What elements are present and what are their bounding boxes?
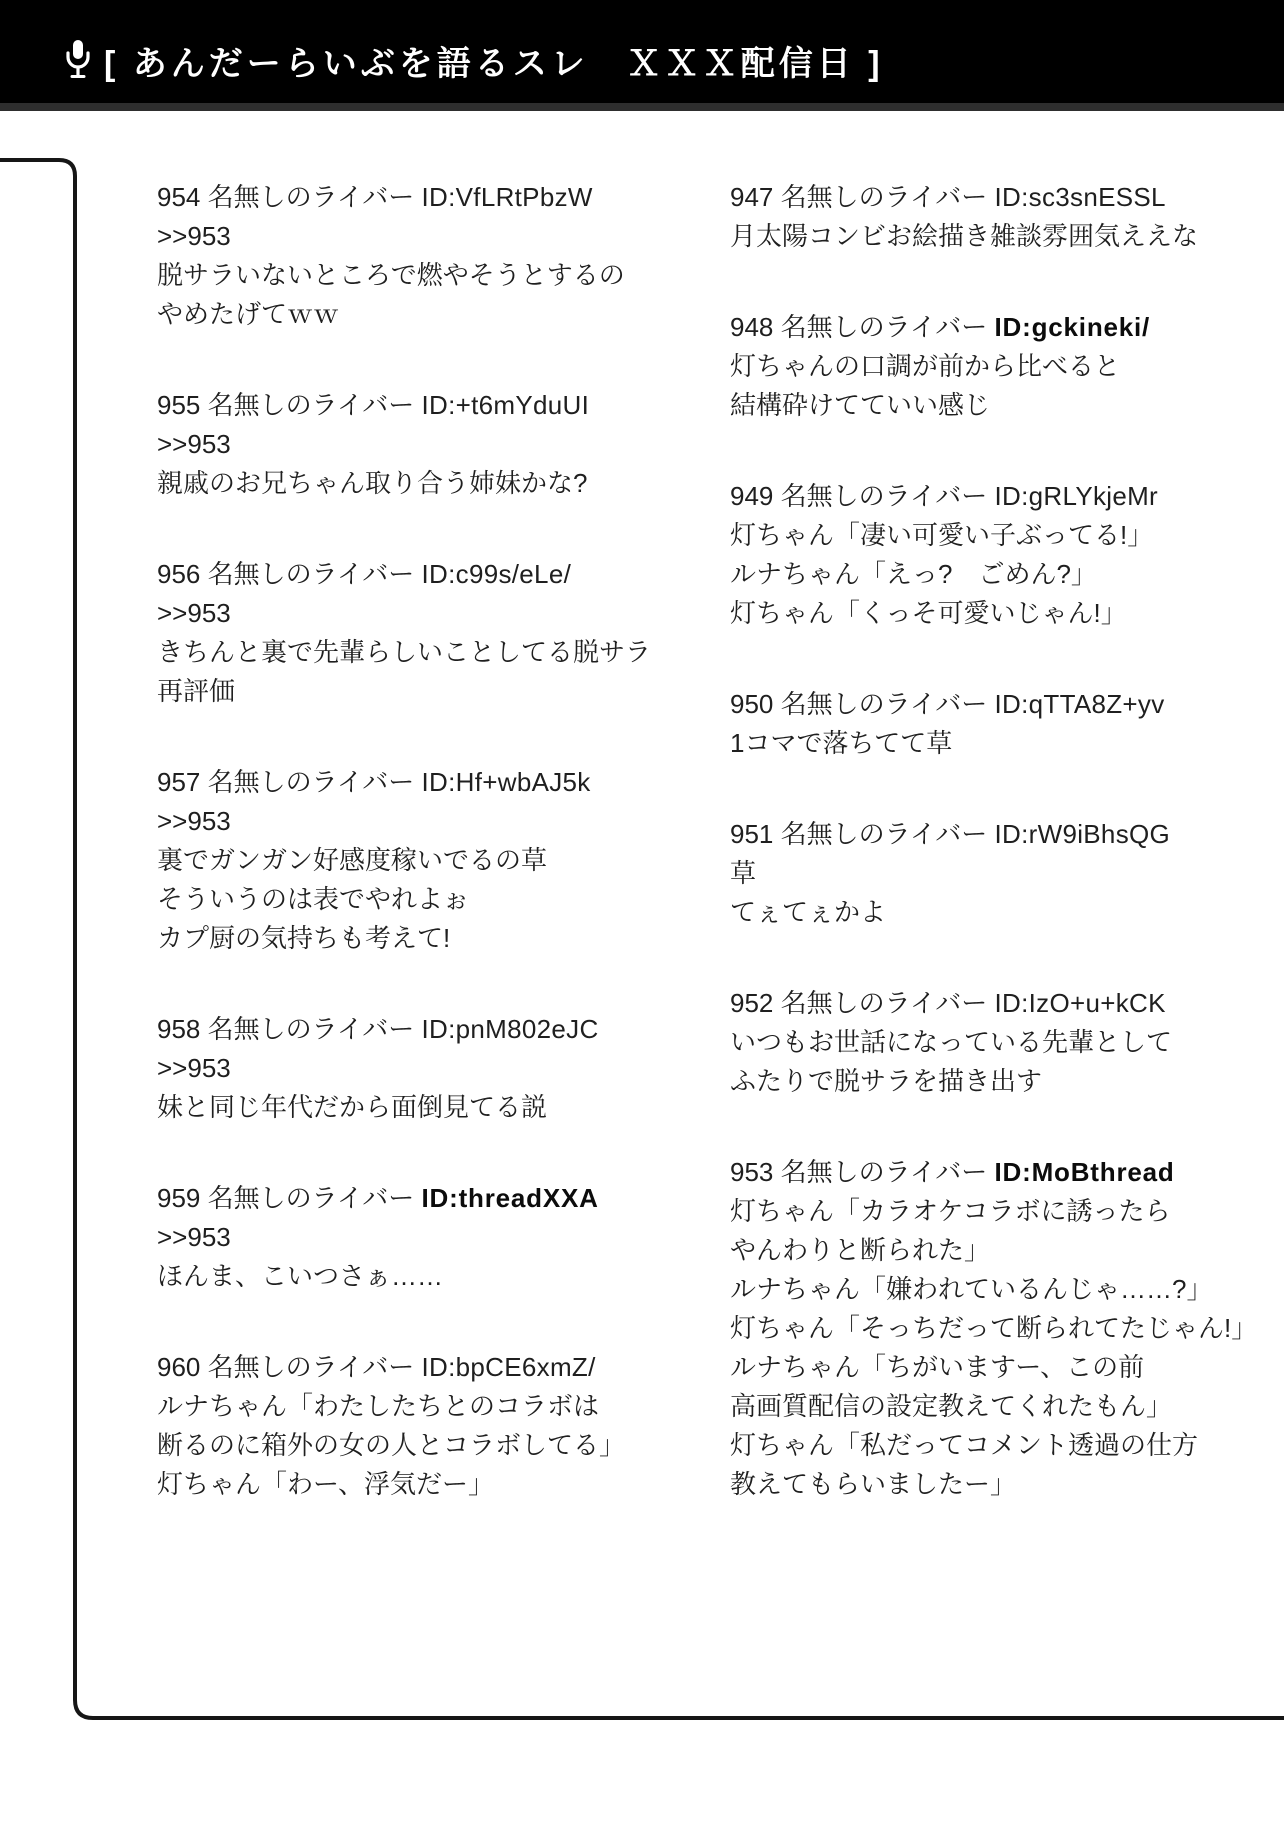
post-line: 灯ちゃん「私だってコメント透過の仕方 bbox=[730, 1430, 1199, 1460]
post-959 bbox=[157, 1179, 677, 1296]
thread-title-bar-strip bbox=[0, 103, 1284, 111]
post-reply-anchor: >>953 bbox=[157, 429, 231, 459]
post-line: 灯ちゃんの口調が前から比べると bbox=[730, 351, 1121, 381]
post-line: 草 bbox=[730, 858, 757, 888]
post-number-author: 951 名無しのライバー bbox=[730, 819, 995, 849]
post-955 bbox=[157, 386, 677, 503]
post-line: 結構砕けてていい感じ bbox=[730, 390, 991, 420]
post-line: ルナちゃん「嫌われているんじゃ……?」 bbox=[730, 1274, 1213, 1304]
post-number-author: 960 名無しのライバー bbox=[157, 1352, 422, 1382]
post-number-author: 959 名無しのライバー bbox=[157, 1183, 422, 1213]
post-header bbox=[157, 178, 677, 217]
post-line: 断るのに箱外の女の人とコラボしてる」 bbox=[157, 1430, 626, 1460]
post-id: ID:Hf+wbAJ5k bbox=[421, 767, 591, 797]
post-line: やめたげてｗｗ bbox=[157, 299, 340, 329]
post-number-author: 956 名無しのライバー bbox=[157, 559, 422, 589]
post-header bbox=[157, 1010, 677, 1049]
post-header bbox=[157, 1348, 677, 1387]
post-line: ルナちゃん「ちがいますー、この前 bbox=[730, 1352, 1145, 1382]
post-reply-anchor: >>953 bbox=[157, 598, 231, 628]
post-header bbox=[730, 685, 1284, 724]
post-line: ルナちゃん「わたしたちとのコラボは bbox=[157, 1391, 600, 1421]
post-948 bbox=[730, 308, 1284, 425]
post-954 bbox=[157, 178, 677, 334]
post-949 bbox=[730, 477, 1284, 633]
post-header bbox=[157, 763, 677, 802]
post-line: いつもお世話になっている先輩として bbox=[730, 1027, 1173, 1057]
post-id: ID:gckineki/ bbox=[994, 312, 1151, 342]
post-number-author: 954 名無しのライバー bbox=[157, 182, 422, 212]
microphone-icon bbox=[62, 38, 94, 82]
post-number-author: 948 名無しのライバー bbox=[730, 312, 995, 342]
post-line: 再評価 bbox=[157, 676, 236, 706]
post-line: カプ厨の気持ちも考えて! bbox=[157, 923, 451, 953]
post-id: ID:pnM802eJC bbox=[421, 1014, 599, 1044]
post-number-author: 947 名無しのライバー bbox=[730, 182, 995, 212]
post-line: きちんと裏で先輩らしいことしてる脱サラ bbox=[157, 637, 652, 667]
post-number-author: 957 名無しのライバー bbox=[157, 767, 422, 797]
post-line: やんわりと断られた」 bbox=[730, 1235, 991, 1265]
thread-column-left bbox=[157, 178, 677, 1556]
post-id: ID:MoBthread bbox=[994, 1157, 1175, 1187]
post-951 bbox=[730, 815, 1284, 932]
post-reply-anchor: >>953 bbox=[157, 806, 231, 836]
post-id: ID:sc3snESSL bbox=[994, 182, 1166, 212]
post-956 bbox=[157, 555, 677, 711]
post-line: 脱サラいないところで燃やそうとするの bbox=[157, 260, 625, 290]
post-header bbox=[730, 1153, 1284, 1192]
post-line: 灯ちゃん「くっそ可愛いじゃん!」 bbox=[730, 598, 1127, 628]
post-line: ほんま、こいつさぁ…… bbox=[157, 1261, 444, 1291]
post-header bbox=[730, 984, 1284, 1023]
post-id: ID:c99s/eLe/ bbox=[421, 559, 572, 589]
post-number-author: 958 名無しのライバー bbox=[157, 1014, 422, 1044]
post-id: ID:gRLYkjeMr bbox=[994, 481, 1159, 511]
post-line: 灯ちゃん「凄い可愛い子ぶってる!」 bbox=[730, 520, 1154, 550]
post-line: 親戚のお兄ちゃん取り合う姉妹かな? bbox=[157, 468, 588, 498]
post-header bbox=[730, 815, 1284, 854]
post-950 bbox=[730, 685, 1284, 763]
post-958 bbox=[157, 1010, 677, 1127]
post-line: てぇてぇかよ bbox=[730, 897, 887, 927]
post-id: ID:IzO+u+kCK bbox=[994, 988, 1166, 1018]
post-953 bbox=[730, 1153, 1284, 1504]
thread-column-right bbox=[730, 178, 1284, 1556]
post-id: ID:bpCE6xmZ/ bbox=[421, 1352, 596, 1382]
post-number-author: 955 名無しのライバー bbox=[157, 390, 422, 420]
post-line: ルナちゃん「えっ? ごめん?」 bbox=[730, 559, 1097, 589]
post-id: ID:VfLRtPbzW bbox=[421, 182, 593, 212]
post-header bbox=[730, 308, 1284, 347]
post-number-author: 950 名無しのライバー bbox=[730, 689, 995, 719]
post-960 bbox=[157, 1348, 677, 1504]
post-id: ID:rW9iBhsQG bbox=[994, 819, 1171, 849]
post-header bbox=[730, 178, 1284, 217]
post-947 bbox=[730, 178, 1284, 256]
post-number-author: 952 名無しのライバー bbox=[730, 988, 995, 1018]
post-id: ID:qTTA8Z+yv bbox=[994, 689, 1165, 719]
post-id: ID:threadXXA bbox=[421, 1183, 599, 1213]
post-line: 教えてもらいましたー」 bbox=[730, 1469, 1017, 1499]
post-number-author: 949 名無しのライバー bbox=[730, 481, 995, 511]
post-number-author: 953 名無しのライバー bbox=[730, 1157, 995, 1187]
post-957 bbox=[157, 763, 677, 958]
post-header bbox=[157, 555, 677, 594]
post-line: 高画質配信の設定教えてくれたもん」 bbox=[730, 1391, 1173, 1421]
post-header bbox=[157, 386, 677, 425]
post-line: そういうのは表でやれよぉ bbox=[157, 884, 470, 914]
thread-title: [ あんだーらいぶを語るスレ ＸＸＸ配信日 ] bbox=[104, 45, 884, 83]
post-header bbox=[730, 477, 1284, 516]
post-header bbox=[157, 1179, 677, 1218]
post-line: 裏でガンガン好感度稼いでるの草 bbox=[157, 845, 548, 875]
post-line: 月太陽コンビお絵描き雑談雰囲気ええな bbox=[730, 221, 1199, 251]
post-reply-anchor: >>953 bbox=[157, 1053, 231, 1083]
post-line: ふたりで脱サラを描き出す bbox=[730, 1066, 1043, 1096]
post-952 bbox=[730, 984, 1284, 1101]
post-line: 灯ちゃん「カラオケコラボに誘ったら bbox=[730, 1196, 1171, 1226]
post-id: ID:+t6mYduUI bbox=[421, 390, 590, 420]
post-line: 灯ちゃん「そっちだって断られてたじゃん!」 bbox=[730, 1313, 1258, 1343]
post-line: 妹と同じ年代だから面倒見てる説 bbox=[157, 1092, 548, 1122]
post-reply-anchor: >>953 bbox=[157, 1222, 231, 1252]
post-line: 1コマで落ちてて草 bbox=[730, 728, 953, 758]
post-line: 灯ちゃん「わー、浮気だー」 bbox=[157, 1469, 494, 1499]
post-reply-anchor: >>953 bbox=[157, 221, 231, 251]
